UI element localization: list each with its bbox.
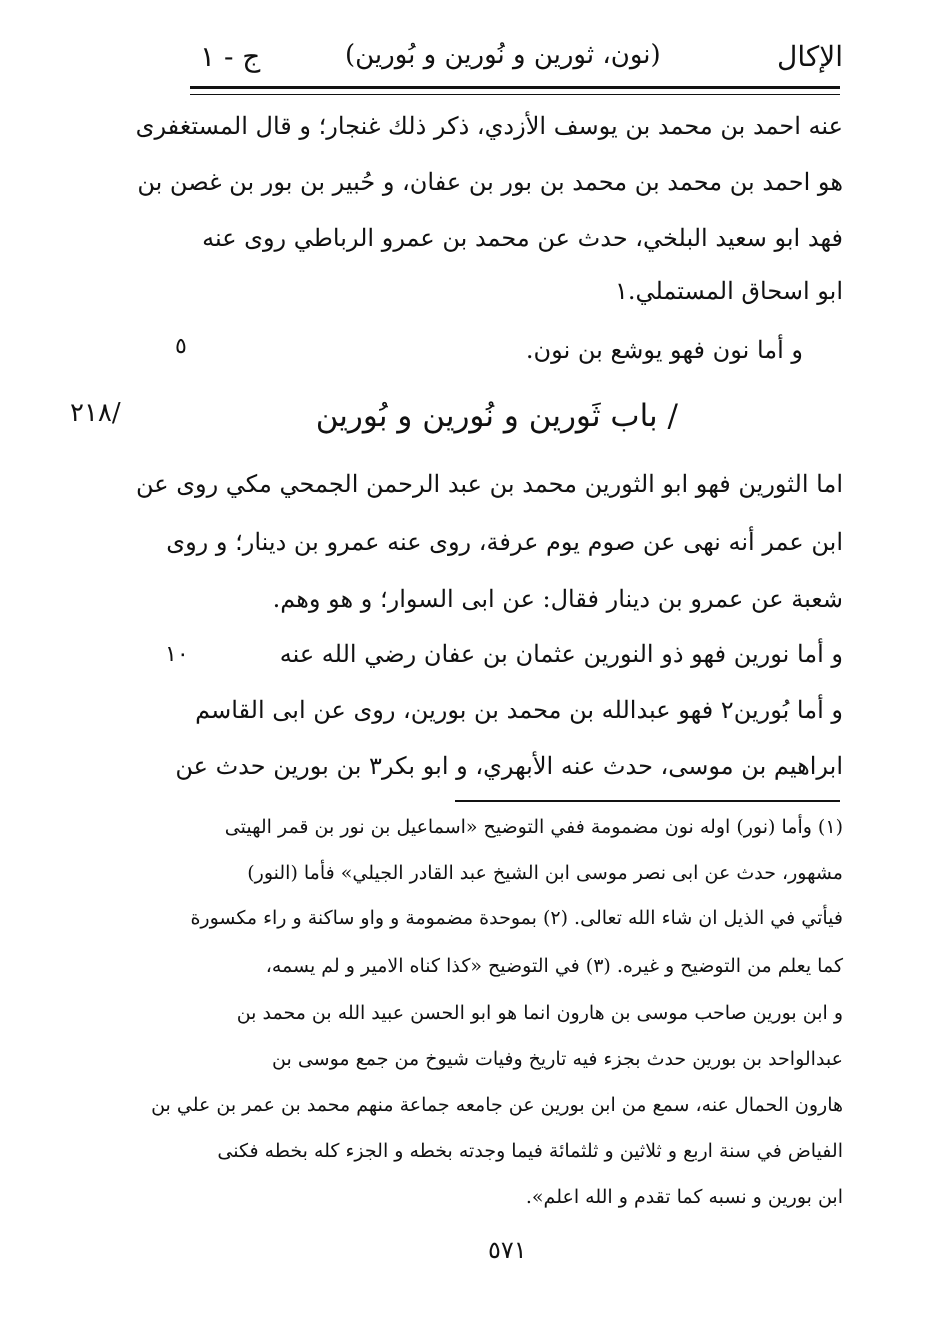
footnote-line-3: فيأتي في الذيل ان شاء الله تعالى. (٢) بموحدة مضمومة و واو ساكنة و راء مكسورة [190, 907, 843, 929]
footnote-rule [455, 800, 840, 802]
footnote-line-4: كما يعلم من التوضيح و غيره. (٣) في التوضيح «كذا كناه الامير و لم يسمه، [265, 955, 843, 977]
footnote-line-7: هارون الحمال عنه، سمع من ابن بورين عن جامعه جماعة منهم محمد بن عمر بن علي بن [151, 1094, 843, 1116]
page-number: ٥٧١ [488, 1236, 527, 1264]
line-number-5: ٥ [175, 334, 187, 359]
footnote-line-8: الفياض في سنة اربع و ثلاثين و ثلثمائة فيما وجدته بخطه و الجزء كله بخطه فكنى [217, 1140, 843, 1162]
body-line-6: ابن عمر أنه نهى عن صوم يوم عرفة، روى عنه عمرو بن دينار؛ و روى [166, 528, 843, 556]
footnote-line-6: عبدالواحد بن بورين حدث بجزء فيه تاريخ وفيات شيوخ من جمع موسى بن [272, 1048, 843, 1070]
chapter-title: / باب ثَورين و نُورين و بُورين [315, 398, 678, 434]
body-line-4: ابو اسحاق المستملي.١ [614, 277, 843, 305]
running-title-chapter: (نون، ثور‌ين و نُورين و بُورين) [345, 40, 661, 70]
margin-page-reference: ٢١٨/ [70, 398, 121, 428]
footnote-line-9: ابن بورين و نسبه كما تقدم و الله اعلم». [525, 1186, 843, 1208]
header-rule-thin [190, 94, 840, 95]
body-line-2: هو احمد بن محمد بن محمد بن بور بن عفان، و حُبير بن بور بن غصن بن [137, 168, 843, 196]
body-line-8: و أما نورين فهو ذو النورين عثمان بن عفان رضي الله عنه [279, 640, 843, 668]
footnote-line-5: و ابن بورين صاحب موسى بن هارون انما هو ابو الحسن عبيد الله بن محمد بن [236, 1002, 843, 1024]
body-line-7: شعبة عن عمرو بن دينار فقال: عن ابى السوار؛ و هو وهم. [272, 585, 843, 613]
body-line-1: عنه احمد بن محمد بن يوسف الأزدي، ذكر ذلك غنجار؛ و قال المستغفرى [135, 112, 843, 140]
running-title-book: الإكال [777, 40, 843, 73]
body-line-5: اما الثورين فهو ابو الثورين محمد بن عبد الرحمن الجمحي مكي روى عن [135, 470, 843, 498]
body-line-3: فهد ابو سعيد البلخي، حدث عن محمد بن عمرو الرباطي روى عنه [202, 224, 843, 252]
body-line-10: ابراهيم بن موسى، حدث عنه الأبهري، و ابو بكر٣ بن بورين حدث عن [175, 752, 843, 780]
volume-number: ج - ١ [200, 40, 261, 73]
footnote-line-1: (١) وأما (نور) اوله نون مضمومة ففي التوضيح «اسماعيل بن نور بن قمر الهيتى [224, 816, 843, 838]
line-number-10: ١٠ [165, 642, 189, 667]
footnote-line-2: مشهور، حدث عن ابى نصر موسى ابن الشيخ عبد القادر الجيلي» فأما (النور) [247, 862, 843, 884]
body-line-9: و أما بُورين٢ فهو عبدالله بن محمد بن بورين، روى عن ابى القاسم [195, 696, 843, 724]
header-rule-thick [190, 86, 840, 89]
body-line-nun: و أما نون فهو يوشع بن نون. [525, 336, 803, 364]
